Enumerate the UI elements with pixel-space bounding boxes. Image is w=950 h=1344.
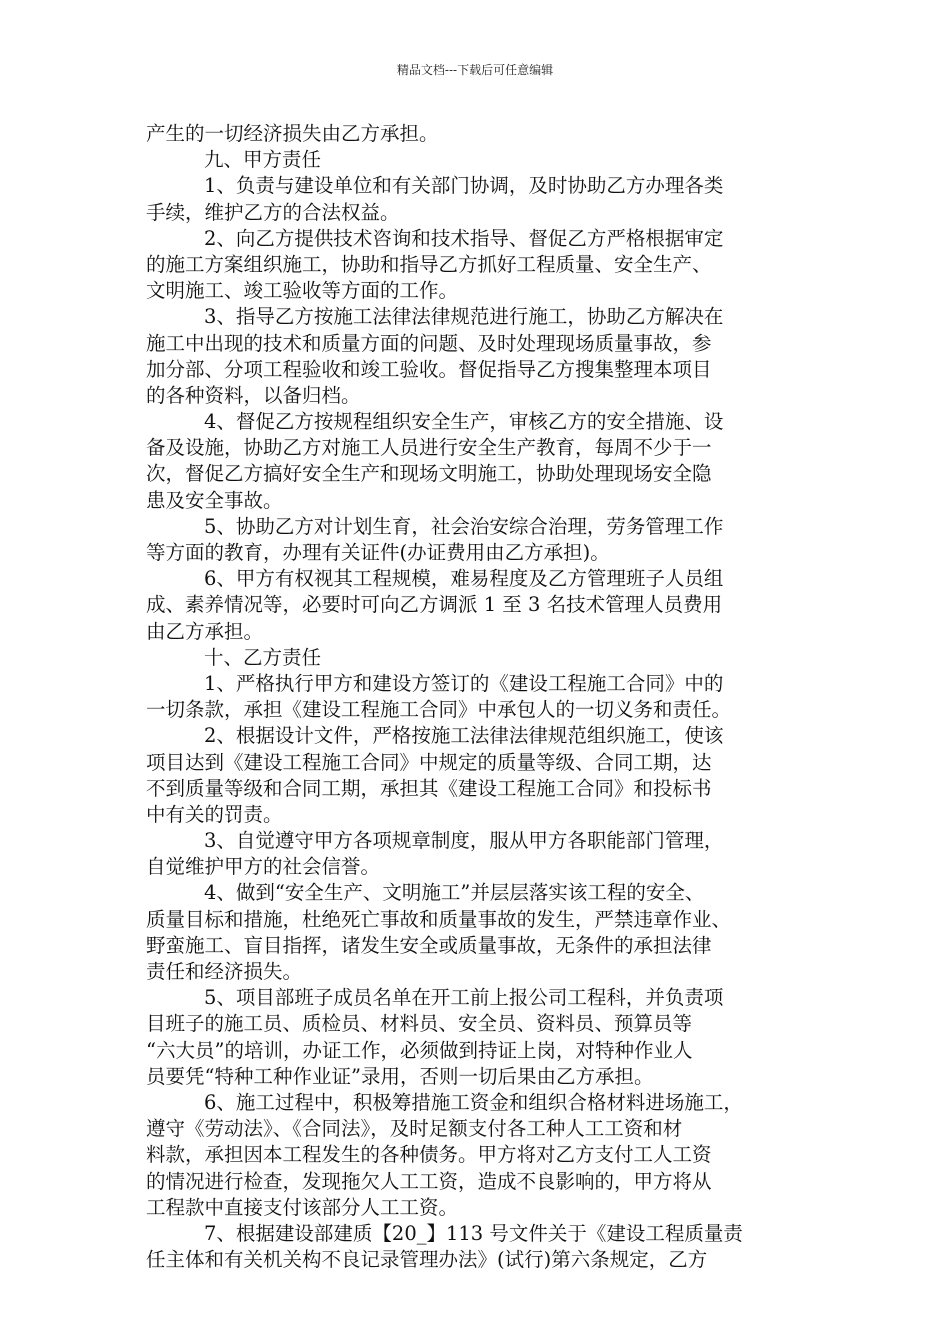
page-header: 精品文档---下载后可任意编辑 <box>396 63 554 77</box>
text-line: “六大员”的培训，办证工作，必须做到持证上岗，对特种作业人 <box>146 1038 693 1062</box>
text-line: 5、协助乙方对计划生育，社会治安综合治理，劳务管理工作 <box>204 514 724 538</box>
text-line: 1、负责与建设单位和有关部门协调，及时协助乙方办理各类 <box>204 174 724 198</box>
text-line: 3、自觉遵守甲方各项规章制度，服从甲方各职能部门管理， <box>204 829 724 853</box>
text-line: 自觉维护甲方的社会信誉。 <box>146 855 381 879</box>
text-line: 加分部、分项工程验收和竣工验收。督促指导乙方搜集整理本项目 <box>146 357 712 381</box>
text-line: 2、根据设计文件，严格按施工法律法律规范组织施工，使该 <box>204 724 724 748</box>
text-line: 九、甲方责任 <box>204 148 322 172</box>
text-line: 十、乙方责任 <box>204 645 322 669</box>
document-body <box>146 121 806 1273</box>
text-line: 成、素养情况等，必要时可向乙方调派 1 至 3 名技术管理人员费用 <box>146 593 723 617</box>
text-line: 1、严格执行甲方和建设方签订的《建设工程施工合同》中的 <box>204 671 724 695</box>
text-line: 目班子的施工员、质检员、材料员、安全员、资料员、预算员等 <box>146 1012 693 1036</box>
text-line: 的施工方案组织施工，协助和指导乙方抓好工程质量、安全生产、 <box>146 252 712 276</box>
text-line: 中有关的罚责。 <box>146 802 283 826</box>
text-line: 备及设施，协助乙方对施工人员进行安全生产教育，每周不少于一 <box>146 436 712 460</box>
text-line: 的情况进行检查，发现拖欠人工工资，造成不良影响的，甲方将从 <box>146 1169 712 1193</box>
text-line: 等方面的教育，办理有关证件(办证费用由乙方承担)。 <box>146 541 610 564</box>
text-line: 不到质量等级和合同工期，承担其《建设工程施工合同》和投标书 <box>146 776 712 800</box>
text-line: 患及安全事故。 <box>146 488 283 512</box>
text-line: 责任和经济损失。 <box>146 960 303 983</box>
text-line: 2、向乙方提供技术咨询和技术指导、督促乙方严格根据审定 <box>204 226 724 250</box>
text-line: 手续，维护乙方的合法权益。 <box>146 200 400 224</box>
text-line: 一切条款，承担《建设工程施工合同》中承包人的一切义务和责任。 <box>146 698 732 722</box>
text-line: 次，督促乙方搞好安全生产和现场文明施工，协助处理现场安全隐 <box>146 462 712 486</box>
text-line: 4、做到“安全生产、文明施工”并层层落实该工程的安全、 <box>204 881 705 905</box>
text-line: 文明施工、竣工验收等方面的工作。 <box>146 279 459 303</box>
text-line: 任主体和有关机关构不良记录管理办法》(试行)第六条规定，乙方 <box>146 1248 708 1272</box>
text-line: 6、甲方有权视其工程规模，难易程度及乙方管理班子人员组 <box>204 567 724 591</box>
text-line: 料款，承担因本工程发生的各种债务。甲方将对乙方支付工人工资 <box>146 1143 712 1167</box>
text-line: 4、督促乙方按规程组织安全生产，审核乙方的安全措施、设 <box>204 410 724 434</box>
text-line: 6、施工过程中，积极筹措施工资金和组织合格材料进场施工， <box>204 1090 743 1114</box>
text-line: 5、项目部班子成员名单在开工前上报公司工程科，并负责项 <box>204 986 724 1010</box>
text-line: 员要凭“特种工种作业证”录用，否则一切后果由乙方承担。 <box>146 1064 654 1088</box>
text-line: 3、指导乙方按施工法律法律规范进行施工，协助乙方解决在 <box>204 305 724 329</box>
text-line: 的各种资料，以备归档。 <box>146 383 361 407</box>
text-line: 工程款中直接支付该部分人工工资。 <box>146 1195 459 1219</box>
text-line: 7、根据建设部建质【20_】113 号文件关于《建设工程质量责 <box>204 1221 743 1245</box>
text-line: 质量目标和措施，杜绝死亡事故和质量事故的发生，严禁违章作业、 <box>146 907 732 931</box>
text-line: 由乙方承担。 <box>146 619 264 643</box>
text-line: 遵守《劳动法》、《合同法》，及时足额支付各工种人工工资和材 <box>146 1117 683 1141</box>
text-line: 产生的一切经济损失由乙方承担。 <box>146 122 439 145</box>
text-line: 野蛮施工、盲目指挥，诸发生安全或质量事故，无条件的承担法律 <box>146 933 712 957</box>
text-line: 项目达到《建设工程施工合同》中规定的质量等级、合同工期，达 <box>146 750 712 774</box>
text-line: 施工中出现的技术和质量方面的问题、及时处理现场质量事故，参 <box>146 331 712 355</box>
